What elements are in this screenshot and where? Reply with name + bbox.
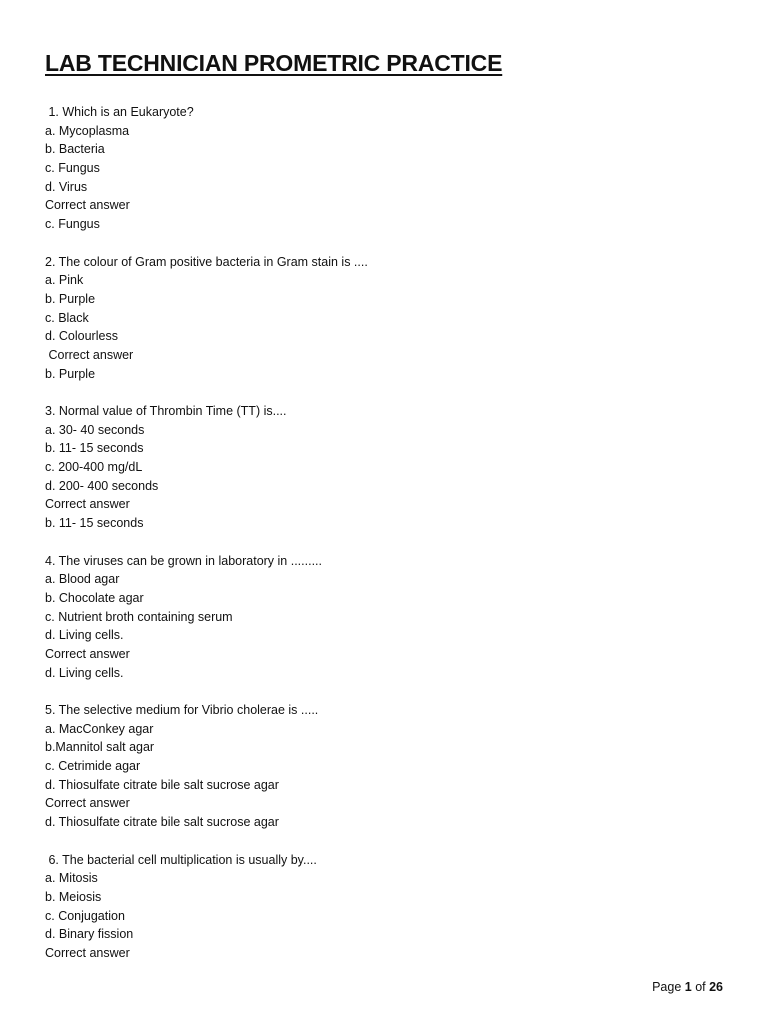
question-prompt: 2. The colour of Gram positive bacteria in Gram stain is ....	[45, 254, 368, 269]
question-item	[45, 402, 725, 533]
answer-option: a. 30- 40 seconds	[45, 422, 145, 437]
correct-answer-label: Correct answer	[45, 497, 130, 512]
page-current: 1	[684, 980, 692, 994]
correct-answer-label: Correct answer	[45, 646, 130, 661]
question-prompt: 3. Normal value of Thrombin Time (TT) is....	[45, 404, 287, 418]
page-of: of	[691, 980, 710, 994]
answer-option: d. Virus	[45, 179, 88, 194]
answer-option: a. Mitosis	[45, 871, 98, 886]
answer-option: a. Mycoplasma	[45, 123, 130, 138]
question-item	[45, 103, 725, 234]
page-title: LAB TECHNICIAN PROMETRIC PRACTICE	[45, 50, 503, 76]
answer-option: b. Bacteria	[45, 142, 105, 157]
answer-option: d. Thiosulfate citrate bile salt sucrose agar	[45, 777, 279, 792]
answer-option: b. Purple	[45, 291, 96, 306]
answer-option: a. Blood agar	[45, 572, 120, 587]
question-item	[45, 552, 725, 683]
question-prompt: 4. The viruses can be grown in laboratory in .........	[45, 553, 322, 568]
correct-answer-label: Correct answer	[45, 347, 134, 362]
question-item	[45, 851, 725, 963]
answer-option: b. 11- 15 seconds	[45, 441, 144, 456]
question-item	[45, 701, 725, 832]
answer-option: b. Meiosis	[45, 889, 102, 904]
correct-answer: b. Purple	[45, 366, 96, 381]
question-item	[45, 253, 725, 384]
question-prompt: 6. The bacterial cell multiplication is usually by....	[45, 852, 317, 867]
answer-option: d. Living cells.	[45, 628, 124, 643]
page-total: 26	[709, 980, 723, 994]
correct-answer: b. 11- 15 seconds	[45, 516, 144, 531]
answer-option: c. Conjugation	[45, 908, 125, 923]
question-list	[45, 103, 725, 981]
correct-answer-label: Correct answer	[45, 796, 130, 811]
answer-option: c. Fungus	[45, 161, 100, 176]
answer-option: a. MacConkey agar	[45, 721, 154, 736]
correct-answer-label: Correct answer	[45, 198, 130, 213]
answer-option: c. Nutrient broth containing serum	[45, 609, 233, 624]
correct-answer: c. Fungus	[45, 217, 100, 232]
answer-option: d. 200- 400 seconds	[45, 478, 159, 493]
answer-option: d. Colourless	[45, 329, 118, 344]
correct-answer: d. Living cells.	[45, 665, 124, 680]
page-number	[652, 980, 723, 994]
answer-option: d. Binary fission	[45, 927, 134, 942]
answer-option: a. Pink	[45, 273, 84, 288]
correct-answer: d. Thiosulfate citrate bile salt sucrose agar	[45, 815, 279, 830]
answer-option: c. Black	[45, 310, 89, 325]
question-prompt: 5. The selective medium for Vibrio cholerae is .....	[45, 703, 319, 717]
answer-option: b. Chocolate agar	[45, 590, 144, 605]
answer-option: c. 200-400 mg/dL	[45, 460, 143, 475]
correct-answer-label: Correct answer	[45, 945, 130, 960]
page-label: Page	[652, 980, 685, 994]
answer-option: c. Cetrimide agar	[45, 759, 141, 774]
answer-option: b.Mannitol salt agar	[45, 740, 155, 755]
question-prompt: 1. Which is an Eukaryote?	[45, 105, 194, 119]
